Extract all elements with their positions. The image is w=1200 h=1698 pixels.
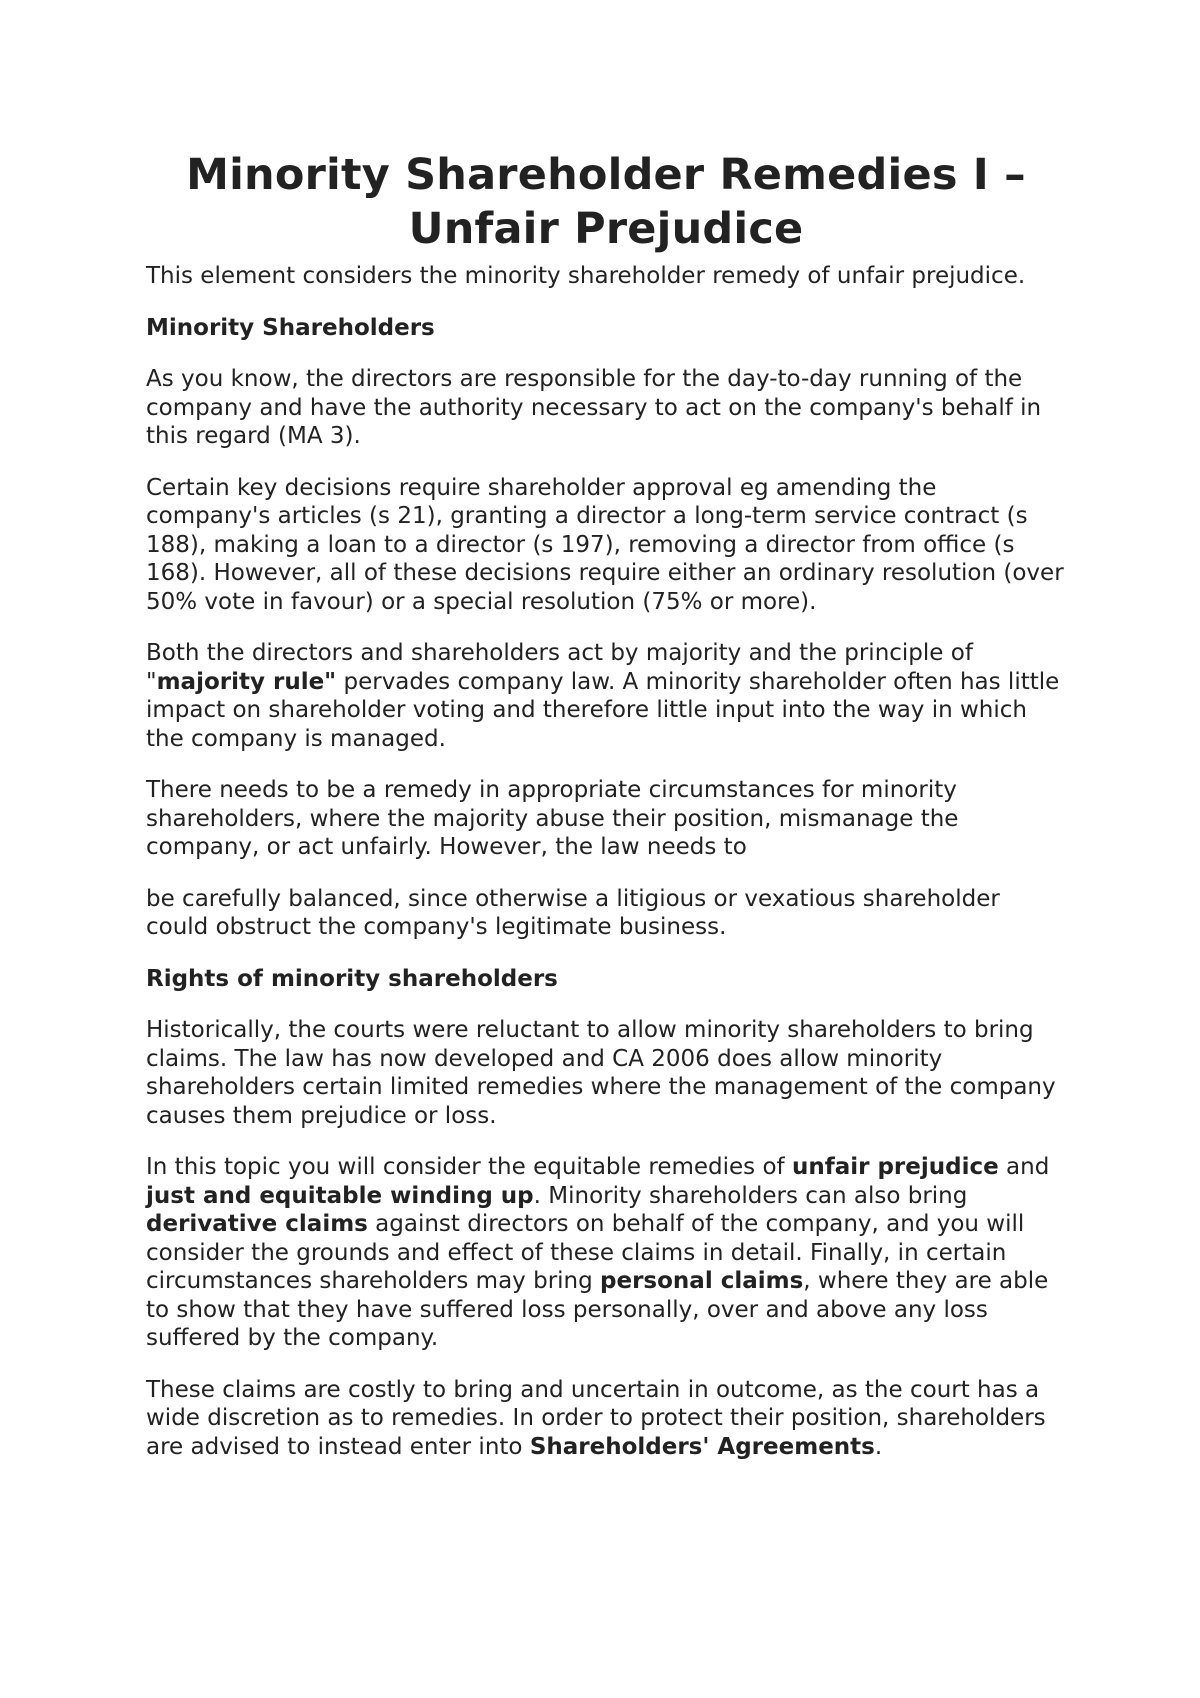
paragraph-directors-responsibility: As you know, the directors are responsible for the day-to-day running of the company and have the authority necessary to act on the company's behalf in this regard (MA 3). [146,366,1042,449]
text-run: These claims are costly to bring and uncertain in outcome, as the court has a wide discretion as to remedies. In order to protect their position, shareholders are advised to instead enter into [146,1376,1046,1460]
paragraph-majority-rule [146,639,1066,753]
paragraph-remedy-needed: There needs to be a remedy in appropriate circumstances for minority shareholders, where the majority abuse their position, mismanage the company, or act unfairly. However, the law needs to [146,777,959,860]
bold-term-majority-rule: majority rule" [156,668,337,695]
text-run: pervades company law. A minority shareholder often has little impact on shareholder voting and therefore little input into the way in which the company is managed. [146,668,1060,752]
text-run: and [998,1154,1050,1180]
paragraph-key-decisions: Certain key decisions require shareholder approval eg amending the company's articles (s 21), granting a director a long-term service contract (s 188), making a loan to a director (s 197), removing a director from office (s 168). However, all of these decisions require either an ordinary resolution (over 50% vote in favour) or a special resolution (75% or more). [146,474,1064,615]
text-run: , where they are able to show that they have suffered loss personally, over and above any loss suffered by the company. [146,1268,1049,1351]
document-page [146,148,1066,1484]
section-heading-minority-shareholders: Minority Shareholders [146,314,435,341]
bold-term-personal-claims: personal claims [600,1268,804,1294]
text-run: In this topic you will consider the equitable remedies of [146,1154,792,1180]
paragraph-historical-courts: Historically, the courts were reluctant to allow minority shareholders to bring claims. The law has now developed and CA 2006 does allow minority shareholders certain limited remedies where the management of the company causes them prejudice or loss. [146,1017,1056,1129]
paragraph-equitable-remedies [146,1153,1066,1353]
paragraph-costly-claims [146,1376,1066,1462]
text-run: . Minority shareholders can also bring [533,1182,968,1209]
text-run: against directors on behalf of the company, and you will consider the grounds and effect of these claims in detail. Finally, in certain circumstances shareholders may bring [146,1211,1025,1294]
document-title: Minority Shareholder Remedies I – Unfair Prejudice [186,150,1026,254]
text-run: Both the directors and shareholders act by majority and the principle of " [146,640,973,695]
bold-term-unfair-prejudice: unfair prejudice [791,1154,999,1180]
text-run: . [874,1433,883,1460]
intro-paragraph: This element considers the minority shareholder remedy of unfair prejudice. [146,263,1026,289]
paragraph-careful-balance: be carefully balanced, since otherwise a litigious or vexatious shareholder could obstruct the company's legitimate business. [146,885,1000,940]
section-heading-rights-of-minority: Rights of minority shareholders [146,965,558,992]
bold-term-derivative-claims: derivative claims [146,1211,368,1237]
bold-term-winding-up: just and equitable winding up [146,1182,534,1209]
bold-term-shareholders-agreements: Shareholders' Agreements [529,1433,875,1460]
